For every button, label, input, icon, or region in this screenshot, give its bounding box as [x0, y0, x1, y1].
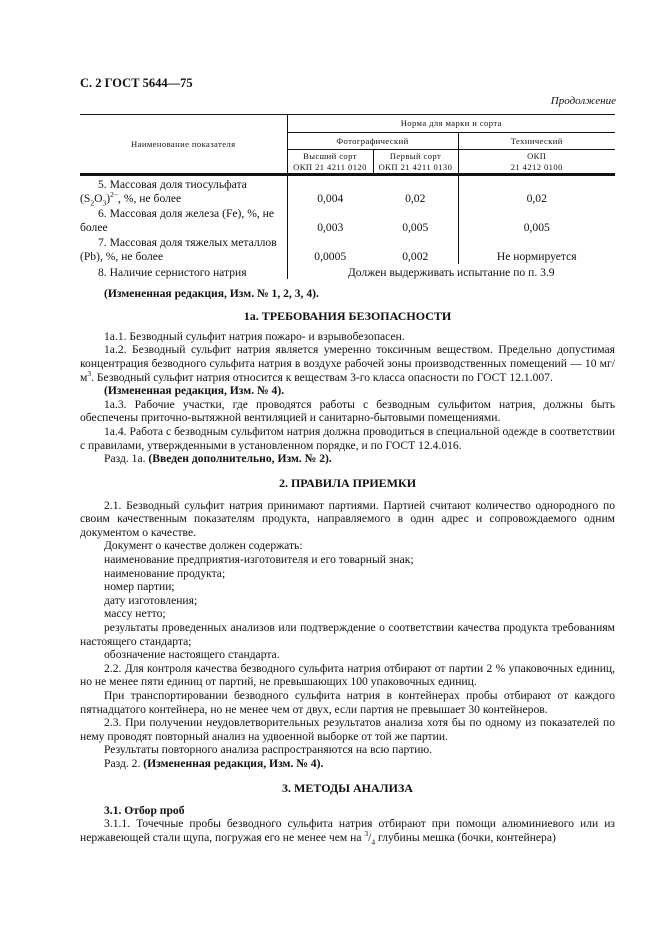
amendment-note: (Измененная редакция, Изм. № 4).: [104, 384, 285, 398]
paragraph: 1a.1. Безводный сульфит натрия пожаро- и взрывобезопасен.: [104, 329, 405, 343]
section-2: [80, 476, 615, 771]
table-row: 5. Массовая доля тиосульфата $(S_2O_3)^{2-}$, %, не более 0,004 0,02 0,02: [80, 175, 615, 206]
subsection-title: 3.1. Отбор проб: [104, 803, 185, 817]
paragraph: наименование продукта;: [104, 566, 226, 580]
paragraph: 2.2. Для контроля качества безводного сульфита натрия отбирают от партии 2 % упаковочных единиц, но не менее пяти единиц от партий, не превышающих 100 упаковочных единиц.: [80, 661, 615, 689]
section-title: 3. МЕТОДЫ АНАЛИЗА: [282, 780, 413, 795]
paragraph: Разд. 1a. (Введен дополнительно, Изм. № 2).: [104, 452, 332, 466]
col-header-norm: Норма для марки и сорта: [287, 115, 615, 133]
paragraph: Разд. 2. (Измененная редакция, Изм. № 4).: [104, 756, 324, 770]
paragraph: 2.3. При получении неудовлетворительных результатов анализа хотя бы по одному из показателей по нему проводят повторный анализ на удвоенной выборке от той же партии.: [80, 716, 615, 743]
paragraph: результаты проведенных анализов или подтверждение о соответствии качества продукта требованиям настоящего стандарта;: [80, 621, 615, 648]
paragraph: При транспортировании безводного сульфита натрия в контейнерах пробы отбирают от каждого пятнадцатого контейнера, но не менее чем от двух, если партия не превышает 30 контейнеров.: [80, 689, 615, 716]
continuation-label: Продолжение: [550, 95, 616, 107]
col-header-name: Наименование показателя: [80, 115, 287, 175]
paragraph: 1a.4. Работа с безводным сульфитом натрия должна проводиться в специальной одежде в соответствии с правилами, утвержденными в установленном порядке, и по ГОСТ 12.4.016.: [80, 424, 615, 452]
table-row: 6. Массовая доля железа (Fe), %, не более 0,003 0,005 0,005: [80, 205, 615, 234]
paragraph: наименование предприятия-изготовителя и его товарный знак;: [104, 553, 414, 567]
section-title: 1a. ТРЕБОВАНИЯ БЕЗОПАСНОСТИ: [243, 308, 452, 323]
specs-table: [80, 114, 615, 279]
paragraph: Результаты повторного анализа распространяются на всю партию.: [104, 743, 433, 757]
col-header-sub: Высший сорт ОКП 21 4211 0120: [287, 150, 373, 175]
paragraph: 1a.3. Рабочие участки, где проводятся работы с безводным сульфитом натрия, должны быть обеспечены приточно-вытяжной вентиляцией и санитарно-бытовыми помещениями.: [80, 397, 615, 425]
paragraph: дату изготовления;: [104, 593, 198, 607]
col-header-tech: Технический: [458, 133, 615, 150]
section-1a: [80, 309, 615, 466]
table-row: 7. Массовая доля тяжелых металлов (Pb), %, не более 0,0005 0,002 Не нормируется: [80, 234, 615, 263]
section-3: [80, 781, 615, 845]
paragraph: номер партии;: [104, 580, 175, 594]
paragraph: 3.1.1. Точечные пробы безводного сульфита натрия отбирают при помощи алюминиевого или из нержавеющей стали щупа, погружая его не менее чем на $^3/_4$ глубины мешка (бочки, контейнера): [80, 817, 615, 847]
col-header-sub: Первый сорт ОКП 21 4211 0130: [373, 150, 458, 175]
paragraph: Документ о качестве должен содержать:: [104, 539, 303, 553]
section-title: 2. ПРАВИЛА ПРИЕМКИ: [278, 475, 417, 490]
page-header: С. 2 ГОСТ 5644—75: [80, 76, 193, 90]
paragraph: 1a.2. Безводный сульфит натрия является умеренно токсичным веществом. Предельно допустимая концентрация безводного сульфита натрия в воздухе рабочей зоны производственных помещений — 10 $мг/м^3$. Безводный сульфит натрия относится к веществам 3-го класса опасности по ГОСТ 12.1.007.: [80, 343, 615, 384]
table-row: 8. Наличие сернистого натрия Должен выдерживать испытание по п. 3.9: [80, 264, 615, 280]
paragraph: массу нетто;: [104, 607, 166, 621]
amendment-note: (Измененная редакция, Изм. № 1, 2, 3, 4).: [104, 287, 319, 301]
col-header-photo: Фотографический: [287, 133, 458, 150]
paragraph: обозначение настоящего стандарта.: [104, 648, 280, 662]
paragraph: 2.1. Безводный сульфит натрия принимают партиями. Партией считают количество однородного по своим качественным показателям продукта, направляемого в один адрес и сопровождаемого одним документом о качестве.: [80, 498, 615, 539]
col-header-sub: ОКП 21 4212 0100: [458, 150, 615, 175]
